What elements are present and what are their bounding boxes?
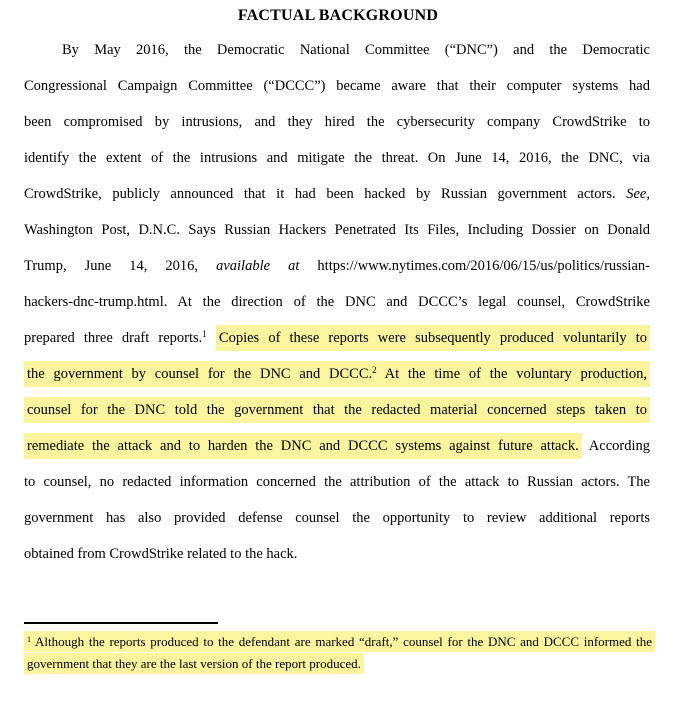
section-heading: FACTUAL BACKGROUND	[237, 7, 439, 24]
text-run	[24, 474, 650, 490]
text-run	[24, 114, 650, 130]
text-segment: At the time of the voluntary production,	[376, 366, 647, 382]
text-run	[24, 546, 297, 562]
document-line	[24, 392, 650, 428]
text-segment: See,	[626, 186, 650, 202]
document-line	[24, 176, 650, 212]
document-line	[24, 248, 650, 284]
highlighted-text	[24, 433, 582, 459]
document-line	[24, 284, 650, 320]
text-run	[62, 42, 650, 58]
document-line	[24, 536, 650, 572]
text-run	[24, 510, 650, 526]
document-line	[24, 212, 650, 248]
text-run	[24, 294, 650, 310]
highlighted-text	[24, 397, 650, 423]
text-segment: remediate the attack and to harden the DNC and DCCC systems against future attack.	[27, 438, 579, 454]
text-run	[24, 150, 650, 166]
text-segment: Congressional Campaign Committee (“DCCC”) became aware that their computer systems had	[24, 78, 650, 94]
text-run	[582, 438, 650, 454]
footnote-separator	[24, 622, 218, 624]
text-segment: to counsel, no redacted information concerned the attribution of the attack to Russian actors. The	[24, 474, 650, 490]
text-run	[24, 186, 650, 202]
text-segment: Although the reports produced to the defendant are marked “draft,” counsel for the DNC and DCCC informed the	[31, 634, 652, 649]
document-line	[24, 32, 650, 68]
text-segment: https://www.nytimes.com/2016/06/15/us/politics/russian-	[299, 258, 650, 274]
text-segment: Copies of these reports were subsequently produced voluntarily to	[218, 330, 647, 346]
highlighted-text	[24, 361, 650, 387]
document-line	[24, 653, 655, 675]
text-segment: Washington Post, D.N.C. Says Russian Hackers Penetrated Its Files, Including Dossier on Donald	[24, 222, 650, 238]
footnote-marker: 2	[372, 365, 377, 376]
text-segment: government that they are the last version of the report produced.	[27, 656, 361, 671]
text-segment: obtained from CrowdStrike related to the hack.	[24, 546, 298, 562]
text-segment: CrowdStrike, publicly announced that it had been hacked by Russian government actors.	[24, 186, 627, 202]
text-segment: hackers-dnc-trump.html. At the direction of the DNC and DCCC’s legal counsel, CrowdStrike	[24, 294, 650, 310]
footnote-marker: 1	[202, 329, 207, 340]
document-line	[24, 500, 650, 536]
document-line	[24, 104, 650, 140]
text-segment: Trump, June 14, 2016,	[24, 258, 217, 274]
document-line	[24, 428, 650, 464]
text-segment: government has also provided defense counsel the opportunity to review additional reports	[24, 510, 650, 526]
text-segment: been compromised by intrusions, and they hired the cybersecurity company CrowdStrike to	[24, 114, 650, 130]
document-line	[24, 68, 650, 104]
document-line	[24, 356, 650, 392]
text-segment	[207, 330, 216, 346]
text-run	[24, 258, 650, 274]
text-segment: By May 2016, the Democratic National Committee (“DNC”) and the Democratic	[62, 42, 650, 58]
highlighted-text	[216, 325, 650, 351]
document-line	[24, 320, 650, 356]
document-line	[24, 140, 650, 176]
text-segment: According	[581, 438, 650, 454]
text-run	[24, 222, 650, 238]
text-segment: available at	[216, 258, 300, 274]
document-line	[24, 631, 655, 653]
text-segment: counsel for the DNC told the government that the redacted material concerned steps taken to	[27, 402, 647, 418]
text-run	[24, 330, 216, 346]
document-line	[24, 464, 650, 500]
footnote-marker: 1	[27, 634, 32, 644]
highlighted-text	[24, 631, 655, 652]
text-run	[24, 78, 650, 94]
text-segment: the government by counsel for the DNC and DCCC.	[27, 366, 373, 382]
highlighted-text	[24, 653, 364, 674]
text-segment: identify the extent of the intrusions and mitigate the threat. On June 14, 2016, the DNC, via	[24, 150, 650, 166]
footnote	[24, 631, 655, 675]
document-body	[24, 32, 650, 572]
text-segment: prepared three draft reports.	[24, 330, 203, 346]
